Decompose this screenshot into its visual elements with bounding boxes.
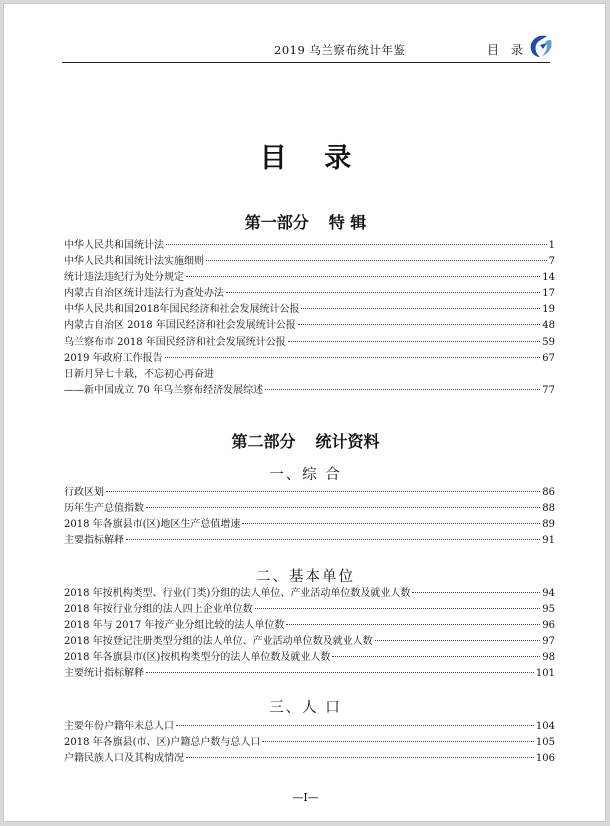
entry-title: 行政区划	[64, 487, 104, 498]
entry-page: 98	[542, 652, 555, 664]
entry-page: 19	[542, 304, 555, 316]
dot-leader	[176, 725, 534, 726]
dot-leader	[242, 523, 540, 524]
dot-leader	[226, 292, 540, 293]
section-title-general: 一、综 合	[269, 467, 342, 483]
entry-page: 67	[542, 352, 555, 364]
entry-page: 17	[542, 288, 555, 300]
statistics-logo-icon	[527, 33, 553, 59]
dot-leader	[332, 656, 540, 657]
dot-leader	[286, 624, 540, 625]
toc-entry[interactable]	[64, 302, 555, 318]
dot-leader	[126, 539, 540, 540]
part2-name: 统计资料	[315, 432, 380, 451]
entry-title: 日新月异七十载，不忘初心再奋进	[64, 368, 214, 380]
part2-label: 第二部分	[231, 432, 296, 451]
toc-entry[interactable]	[64, 270, 555, 286]
toc-entry[interactable]	[64, 485, 555, 501]
dot-leader	[106, 491, 540, 492]
entry-page: 77	[542, 384, 555, 396]
dot-leader	[288, 341, 540, 342]
part1-title	[4, 210, 607, 233]
entry-title: 主要年份户籍年末总人口	[64, 721, 174, 732]
dot-leader	[298, 324, 540, 325]
entry-page: 94	[542, 588, 555, 599]
toc-entry[interactable]	[64, 602, 555, 618]
entry-title: 乌兰察布市 2018 年国民经济和社会发展统计公报	[64, 336, 286, 348]
entry-title: 2018 年按行业分组的法人四上企业单位数	[64, 604, 253, 616]
dot-leader	[255, 608, 541, 609]
toc-entry[interactable]	[64, 618, 555, 634]
document-page	[3, 3, 606, 822]
dot-leader	[206, 260, 547, 261]
entry-title: 2018 年各旗县(市、区)户籍总户数与总人口	[64, 737, 261, 749]
dot-leader	[166, 244, 547, 245]
entry-title: 2018 年各旗县市(区)按机构类型分的法人单位数及就业人数	[64, 652, 331, 664]
entry-title: 中华人民共和国2018年国民经济和社会发展统计公报	[64, 304, 300, 316]
entry-page: 1	[548, 240, 555, 251]
dot-leader	[265, 389, 540, 390]
toc-entry-line1[interactable]	[64, 367, 555, 383]
running-header	[62, 40, 550, 63]
dot-leader	[146, 507, 540, 508]
entry-title: 2018 年各旗县市(区)地区生产总值增速	[64, 519, 241, 531]
entry-page: 106	[535, 753, 555, 765]
dot-leader	[186, 276, 540, 277]
toc-entry[interactable]	[64, 533, 555, 549]
toc-entry[interactable]	[64, 650, 555, 666]
dot-leader	[262, 741, 533, 742]
entry-title: 2019 年政府工作报告	[64, 352, 163, 364]
entry-title: 2018 年按机构类型、行业(门类)分组的法人单位、产业活动单位数及就业人数	[64, 588, 411, 599]
toc-title: 目 录	[259, 143, 366, 174]
section-general-entry-list	[64, 485, 555, 549]
entry-subtitle: ——新中国成立 70 年乌兰察布经济发展综述	[64, 384, 264, 396]
entry-title: 户籍民族人口及其构成情况	[64, 753, 184, 765]
part1-label: 第一部分	[244, 213, 309, 232]
part1-name: 特 辑	[328, 213, 367, 232]
entry-title: 内蒙古自治区统计违法行为查处办法	[64, 288, 224, 300]
entry-page: 48	[542, 320, 555, 332]
entry-page: 88	[542, 503, 555, 515]
entry-title: 主要统计指标解释	[64, 668, 144, 680]
entry-page: 86	[542, 487, 555, 498]
entry-page: 14	[542, 272, 555, 284]
toc-entry[interactable]	[64, 586, 555, 602]
section-basic-units-entry-list	[64, 586, 555, 683]
toc-entry[interactable]	[64, 666, 555, 682]
entry-title: 中华人民共和国统计法	[64, 240, 164, 251]
entry-title: 内蒙古自治区 2018 年国民经济和社会发展统计公报	[64, 320, 296, 332]
entry-title: 2018 年与 2017 年按产业分组比较的法人单位数	[64, 620, 285, 632]
dot-leader	[165, 357, 541, 358]
toc-entry[interactable]	[64, 719, 555, 735]
entry-title: 统计违法违纪行为处分规定	[64, 272, 184, 284]
entry-title: 中华人民共和国统计法实施细则	[64, 256, 204, 268]
entry-page: 91	[542, 535, 555, 547]
dot-leader	[186, 757, 534, 758]
section-title-population: 三、人 口	[269, 700, 342, 716]
toc-entry[interactable]	[64, 634, 555, 650]
entry-title: 主要指标解释	[64, 535, 124, 547]
section-population-entry-list	[64, 719, 555, 767]
entry-page: 89	[542, 519, 555, 531]
entry-page: 104	[535, 721, 555, 732]
entry-title: 历年生产总值指数	[64, 503, 144, 515]
entry-page: 7	[548, 256, 555, 268]
toc-entry[interactable]	[64, 254, 555, 270]
toc-entry[interactable]	[64, 286, 555, 302]
page-number: —I—	[292, 791, 319, 804]
toc-entry[interactable]	[64, 335, 555, 351]
entry-page: 59	[542, 336, 555, 348]
part2-title	[4, 429, 607, 452]
dot-leader	[146, 672, 534, 673]
toc-entry[interactable]	[64, 318, 555, 334]
toc-entry[interactable]	[64, 517, 555, 533]
section-title-basic-units: 二、基本单位	[256, 569, 355, 585]
toc-entry[interactable]	[64, 238, 555, 254]
toc-entry-line2[interactable]	[64, 383, 555, 399]
entry-page: 95	[542, 604, 555, 616]
entry-title: 2018 年按登记注册类型分组的法人单位、产业活动单位数及就业人数	[64, 636, 373, 648]
toc-entry[interactable]	[64, 751, 555, 767]
part1-entry-list	[64, 238, 555, 399]
dot-leader	[375, 640, 541, 641]
toc-entry[interactable]	[64, 501, 555, 517]
dot-leader	[412, 592, 540, 593]
entry-page: 101	[535, 668, 555, 680]
entry-page: 96	[542, 620, 555, 632]
dot-leader	[301, 308, 540, 309]
entry-page: 97	[542, 636, 555, 648]
toc-entry[interactable]	[64, 735, 555, 751]
entry-page: 105	[535, 737, 555, 749]
toc-entry[interactable]	[64, 351, 555, 367]
header-section-name: 目 录	[487, 43, 527, 57]
book-title: 2019 乌兰察布统计年鉴	[274, 43, 406, 57]
